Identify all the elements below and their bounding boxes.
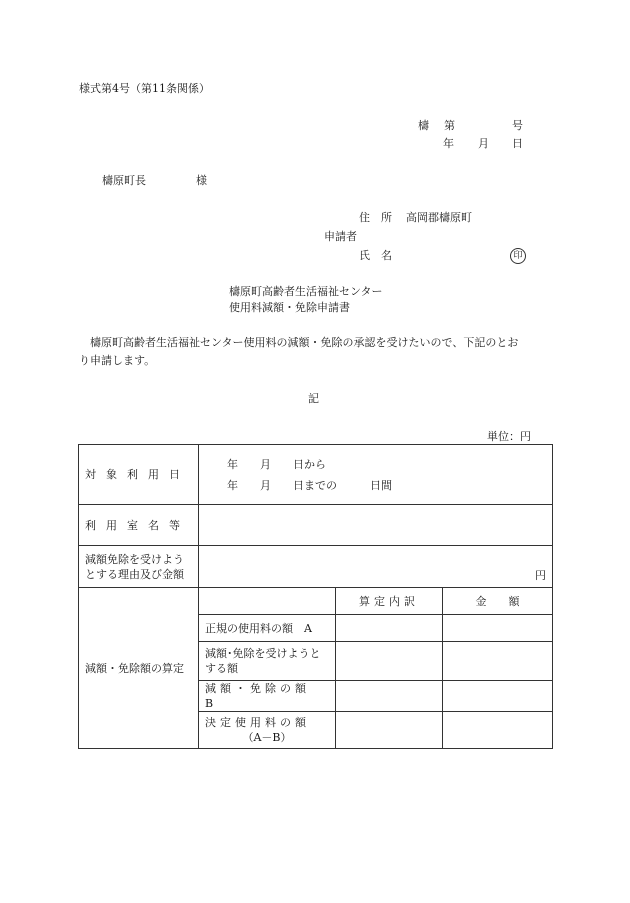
table-row-reason: [79, 546, 553, 588]
table-row-calc-header: [79, 588, 553, 615]
name-label: 氏 名: [359, 249, 392, 262]
room-value-cell[interactable]: [199, 505, 553, 546]
reason-value-cell[interactable]: [199, 546, 553, 588]
calc-amount-cell[interactable]: [443, 615, 553, 642]
body-text-line2: り申請します。: [79, 354, 156, 367]
reason-label-line1: 減額免除を受けよう: [85, 552, 184, 566]
table-row-room: [79, 505, 553, 546]
form-number: 様式第4号（第11条関係）: [79, 82, 210, 95]
calc-row-label-line1: 決定使用料の額: [205, 716, 310, 729]
usage-date-label: 対象利用日: [79, 445, 199, 505]
calc-breakdown-cell[interactable]: [336, 642, 443, 681]
calc-row-label-line2: （A－B）: [242, 731, 292, 744]
seal-mark-icon: 印: [510, 248, 526, 264]
calc-amount-cell[interactable]: [443, 681, 553, 712]
calc-row-label: [199, 615, 336, 642]
calc-row-label-line1: 正規の使用料の額 A: [205, 621, 312, 635]
address-label: 住 所: [359, 211, 392, 224]
calc-amount-cell[interactable]: [443, 642, 553, 681]
addressee-name: 檮原町長: [102, 174, 146, 187]
usage-date-line2: 年 月 日までの 日間: [227, 478, 392, 492]
room-label: 利用室名等: [79, 505, 199, 546]
calc-breakdown-cell[interactable]: [336, 681, 443, 712]
table-row-usage-date: [79, 445, 553, 505]
calc-label: 減額・免除額の算定: [79, 588, 199, 749]
addressee-honorific: 様: [196, 174, 207, 187]
doc-number-prefix: 檮 第: [418, 119, 457, 132]
calc-row-label: [199, 681, 336, 712]
unit-label: 単位：円: [487, 430, 531, 443]
title-line1: 檮原町高齢者生活福祉センター: [229, 285, 383, 298]
col-amount-header: 金 額: [443, 588, 553, 615]
applicant-label: 申請者: [324, 230, 357, 243]
calc-row-label: [199, 712, 336, 749]
title-line2: 使用料減額・免除申請書: [229, 301, 350, 314]
date-month: 月: [478, 137, 489, 150]
calc-breakdown-cell[interactable]: [336, 615, 443, 642]
date-year: 年: [443, 137, 454, 150]
reason-label-line2: とする理由及び金額: [85, 567, 184, 581]
address-value: 高岡郡檮原町: [406, 211, 472, 224]
calc-header-blank: [199, 588, 336, 615]
col-breakdown-header: 算定内訳: [336, 588, 443, 615]
calc-row-label-line2: する額: [205, 662, 238, 675]
usage-date-line1: 年 月 日から: [227, 457, 326, 471]
reason-unit: 円: [535, 569, 547, 582]
date-day: 日: [512, 137, 523, 150]
reason-label: [79, 546, 199, 588]
calc-row-label-line1: 減額・免除の額 B: [205, 682, 310, 710]
body-text-line1: 檮原町高齢者生活福祉センター使用料の減額・免除の承認を受けたいので、下記のとお: [79, 336, 519, 349]
application-table: [78, 444, 553, 749]
calc-breakdown-cell[interactable]: [336, 712, 443, 749]
calc-amount-cell[interactable]: [443, 712, 553, 749]
calc-row-label: [199, 642, 336, 681]
calc-row-label-line1: 減額･免除を受けようと: [205, 647, 321, 660]
ki-heading: 記: [308, 392, 319, 405]
usage-date-cell[interactable]: [199, 445, 553, 505]
doc-number-suffix: 号: [512, 119, 523, 132]
